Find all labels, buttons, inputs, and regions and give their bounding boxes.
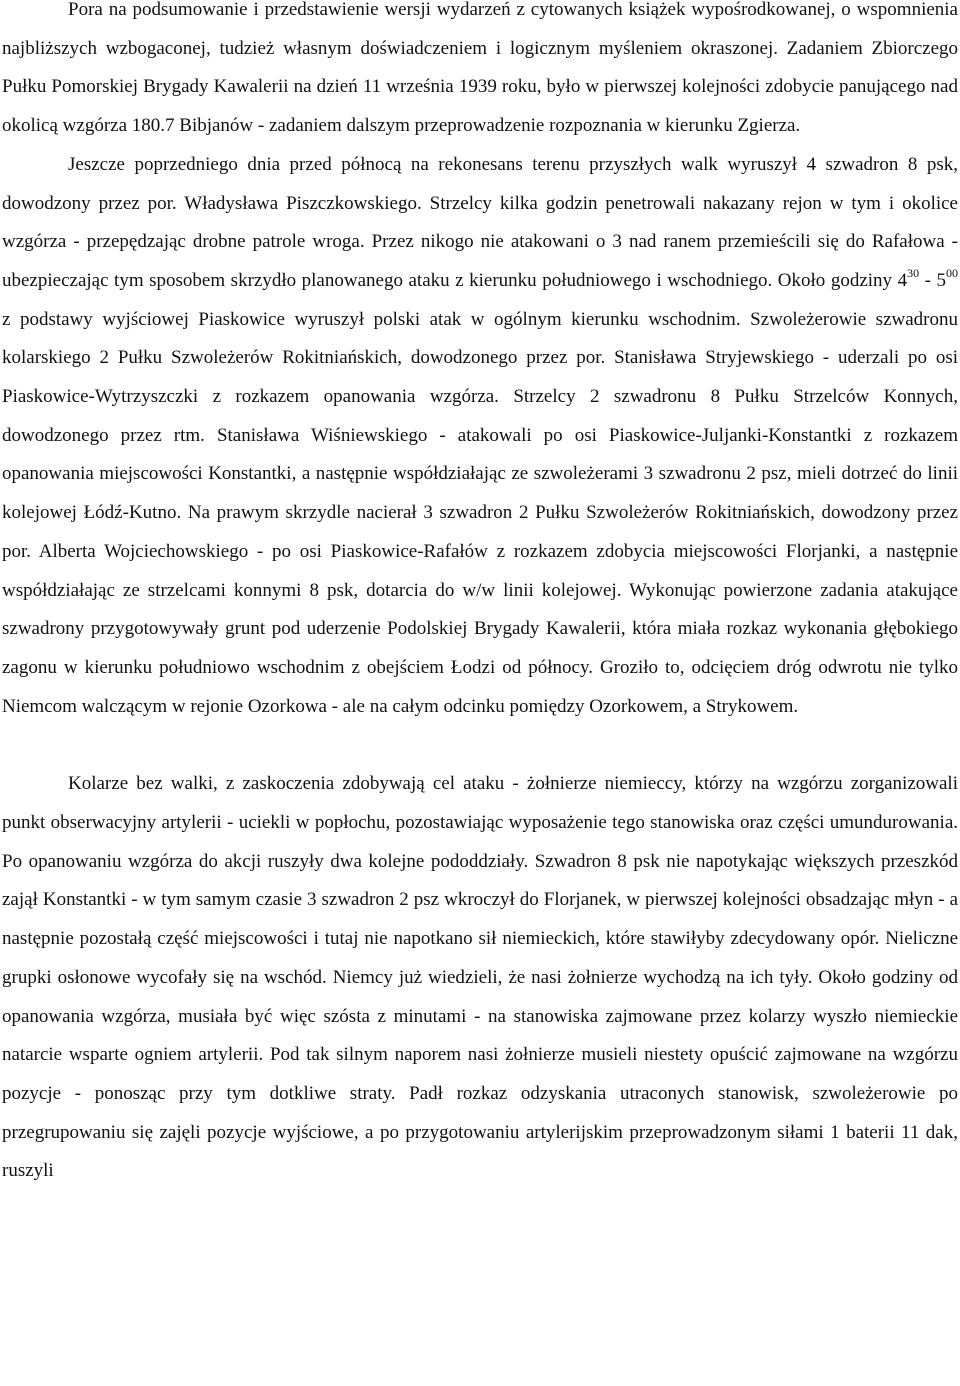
paragraph-cyclists-attack bbox=[2, 765, 958, 1191]
paragraph-text: z podstawy wyjściowej Piaskowice wyruszył polski atak w ogólnym kierunku wschodnim. Szwoleżerowie szwadronu kolarskiego 2 Pułku Szwoleżerów Rokitniańskich, dowodzonego przez por. Stanisława Stryjewskiego - uderzali po osi Piaskowice-Wytrzyszczki z rozkazem opanowania wzgórza. Strzelcy 2 szwadronu 8 Pułku Strzelców Konnych, dowodzonego przez rtm. Stanisława Wiśniewskiego - atakowali po osi Piaskowice-Juljanki-Konstantki z rozkazem opanowania miejscowości Konstantki, a następnie współdziałając ze szwoleżerami 3 szwadronu 2 psz, mieli dotrzeć do linii kolejowej Łódź-Kutno. Na prawym skrzydle nacierał 3 szwadron 2 Pułku Szwoleżerów Rokitniańskich, dowodzony przez por. Alberta Wojciechowskiego - po osi Piaskowice-Rafałów z rozkazem zdobycia miejscowości Florjanki, a następnie współdziałając ze strzelcami konnymi 8 psk, dotarcia do w/w linii kolejowej. Wykonując powierzone zadania atakujące szwadrony przygotowywały grunt pod uderzenie Podolskiej Brygady Kawalerii, która miała rozkaz wykonania głębokiego zagonu w kierunku południowo wschodnim z obejściem Łodzi od północy. Groziło to, odcięciem dróg odwrotu nie tylko Niemcom walczącym w rejonie Ozorkowa - ale na całym odcinku pomiędzy Ozorkowem, a Strykowem. bbox=[2, 308, 958, 717]
paragraph-text: Kolarze bez walki, z zaskoczenia zdobywają cel ataku - żołnierze niemieccy, którzy na wzgórzu zorganizowali punkt obserwacyjny artylerii - uciekli w popłochu, pozostawiając wyposażenie tego stanowiska oraz części umundurowania. Po opanowaniu wzgórza do akcji ruszyły dwa kolejne pododdziały. Szwadron 8 psk nie napotykając większych przeszkód zajął Konstantki - w tym samym czasie 3 szwadron 2 psz wkroczył do Florjanek, w pierwszej kolejności obsadzając młyn - a następnie pozostałą część miejscowości i tutaj nie napotkano sił niemieckich, które stawiłyby zdecydowany opór. Nieliczne grupki osłonowe wycofały się na wschód. Niemcy już wiedzieli, że nasi żołnierze wychodzą na ich tyły. Około godziny od opanowania wzgórza, musiała być więc szósta z minutami - na stanowiska zajmowane przez kolarzy wyszło niemieckie natarcie wsparte ogniem artylerii. Pod tak silnym naporem nasi żołnierze musieli niestety opuścić zajmowane na wzgórzu pozycje - ponosząc przy tym dotkliwe straty. Padł rozkaz odzyskania utraconych stanowisk, szwoleżerowie po przegrupowaniu się zajęli pozycje wyjściowe, a po przygotowaniu artylerijskim przeprowadzonym siłami 1 baterii 11 dak, ruszyli bbox=[2, 773, 958, 1182]
document-page bbox=[2, 0, 958, 1191]
paragraph-text: Pora na podsumowanie i przedstawienie wersji wydarzeń z cytowanych książek wypośrodkowanej, o wspomnienia najbliższych wzbogaconej, tudzież własnym doświadczeniem i logicznym myśleniem okraszonej. Zadaniem Zbiorczego Pułku Pomorskiej Brygady Kawalerii na dzień 11 września 1939 roku, było w pierwszej kolejności zdobycie panującego nad okolicą wzgórza 180.7 Bibjanów - zadaniem dalszym przeprowadzenie rozpoznania w kierunku Zgierza. bbox=[2, 0, 958, 137]
superscript-minutes: 00 bbox=[946, 265, 958, 280]
superscript-minutes: 30 bbox=[907, 265, 920, 280]
paragraph-summary bbox=[2, 0, 958, 146]
paragraph-text: Jeszcze poprzedniego dnia przed północą na rekonesans terenu przyszłych walk wyruszył 4 szwadron 8 psk, dowodzony przez por. Władysława Piszczkowskiego. Strzelcy kilka godzin penetrowali nakazany rejon w tym i okolice wzgórza - przepędzając drobne patrole wroga. Przez nikogo nie atakowani o 3 nad ranem przemieścili się do Rafałowa - ubezpieczając tym sposobem skrzydło planowanego ataku z kierunku południowego i wschodniego. Około godziny 4 bbox=[2, 153, 958, 291]
paragraph-reconnaissance bbox=[2, 146, 958, 727]
paragraph-text: - 5 bbox=[919, 269, 946, 291]
